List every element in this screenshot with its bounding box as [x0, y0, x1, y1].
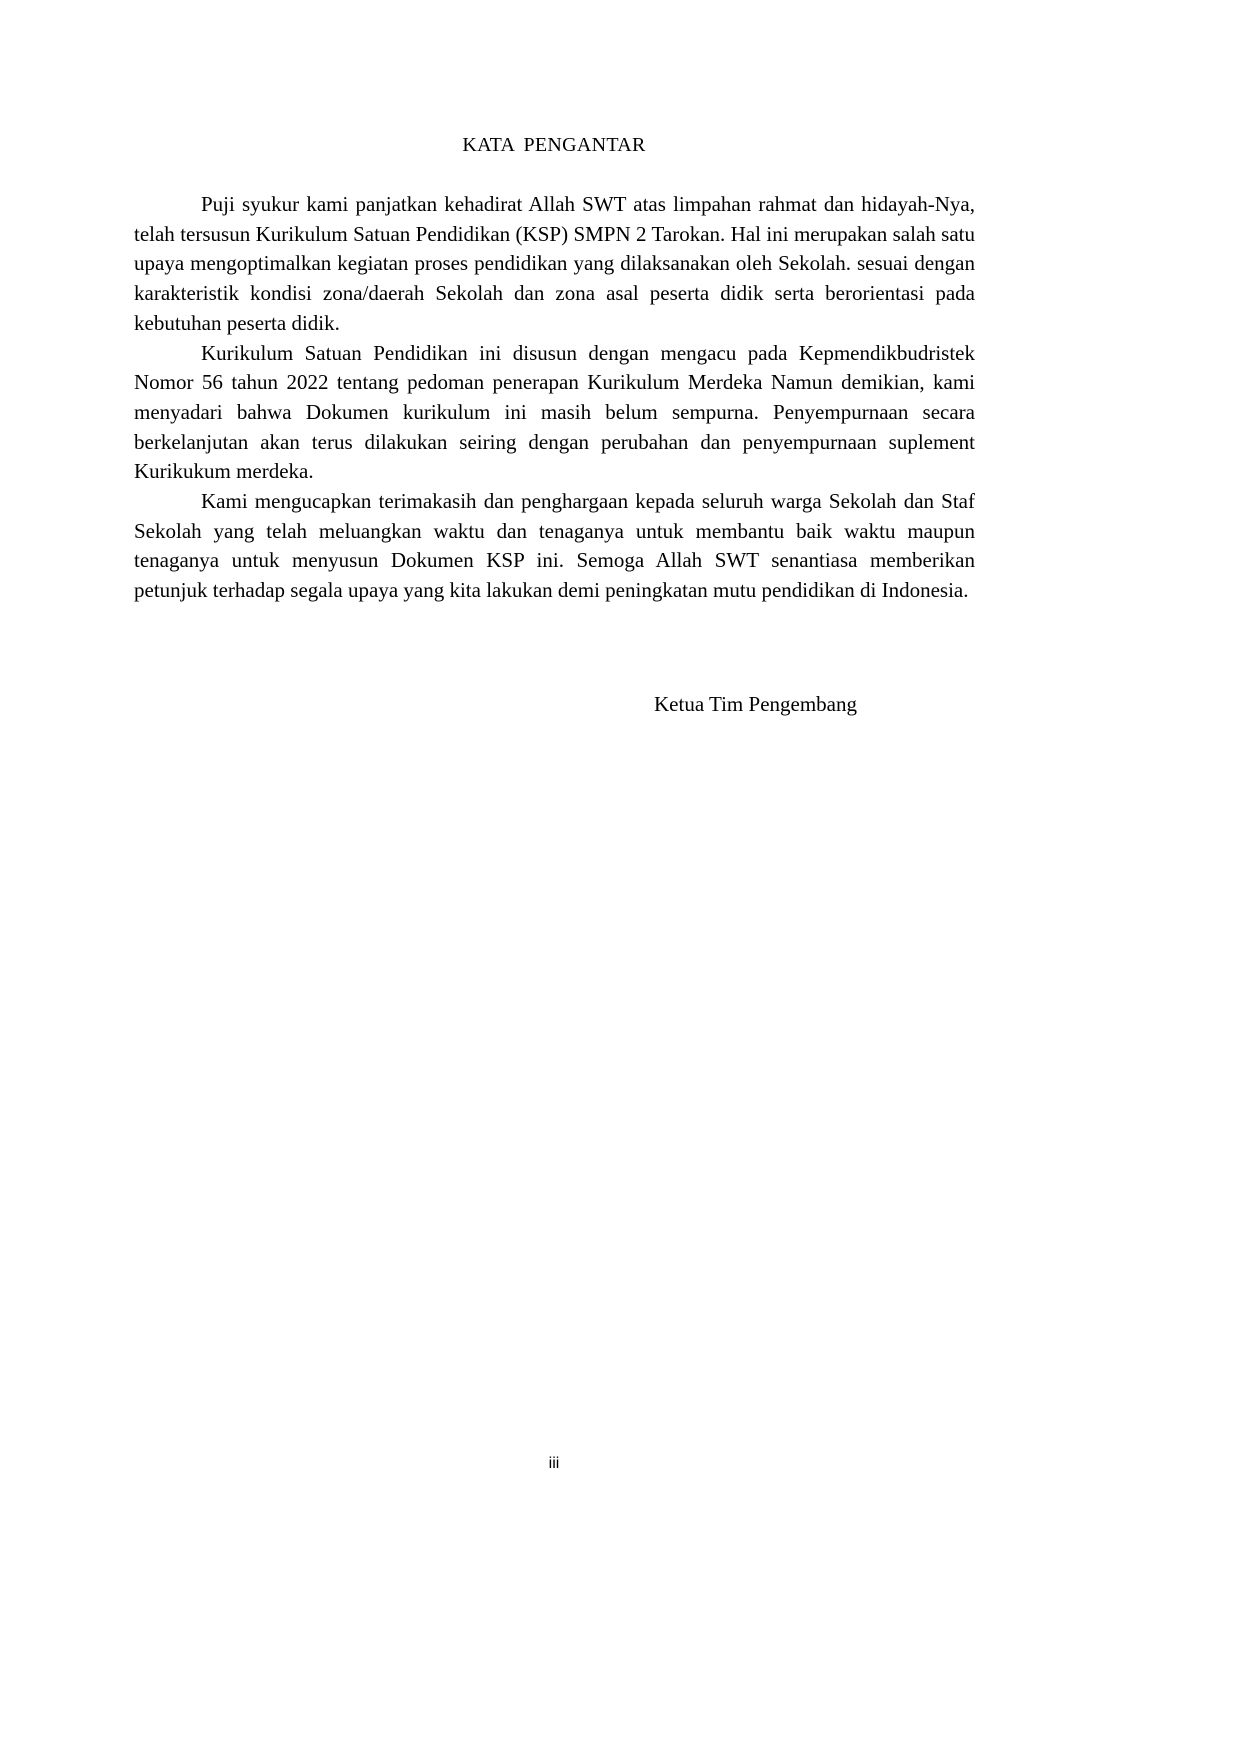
paragraph-1: Puji syukur kami panjatkan kehadirat Allah SWT atas limpahan rahmat dan hidayah-Nya, telah tersusun Kurikulum Satuan Pendidikan (KSP) SMPN 2 Tarokan. Hal ini merupakan salah satu upaya mengoptimalkan kegiatan proses pendidikan yang dilaksanakan oleh Sekolah. sesuai dengan karakteristik kondisi zona/daerah Sekolah dan zona asal peserta didik serta berorientasi pada kebutuhan peserta didik.: [134, 192, 975, 335]
paragraph-3: Kami mengucapkan terimakasih dan penghargaan kepada seluruh warga Sekolah dan Staf Sekolah yang telah meluangkan waktu dan tenaganya untuk membantu baik waktu maupun tenaganya untuk menyusun Dokumen KSP ini. Semoga Allah SWT senantiasa memberikan petunjuk terhadap segala upaya yang kita lakukan demi peningkatan mutu pendidikan di Indonesia.: [134, 489, 975, 603]
body-text: [134, 190, 975, 606]
paragraph-2: Kurikulum Satuan Pendidikan ini disusun dengan mengacu pada Kepmendikbudristek Nomor 56 tahun 2022 tentang pedoman penerapan Kurikulum Merdeka Namun demikian, kami menyadari bahwa Dokumen kurikulum ini masih belum sempurna. Penyempurnaan secara berkelanjutan akan terus dilakukan seiring dengan perubahan dan penyempurnaan suplement Kurikukum merdeka.: [134, 340, 975, 484]
signature-label: Ketua Tim Pengembang: [654, 692, 857, 716]
page-title: KATA PENGANTAR: [462, 134, 646, 156]
page-number: iii: [548, 1455, 560, 1472]
